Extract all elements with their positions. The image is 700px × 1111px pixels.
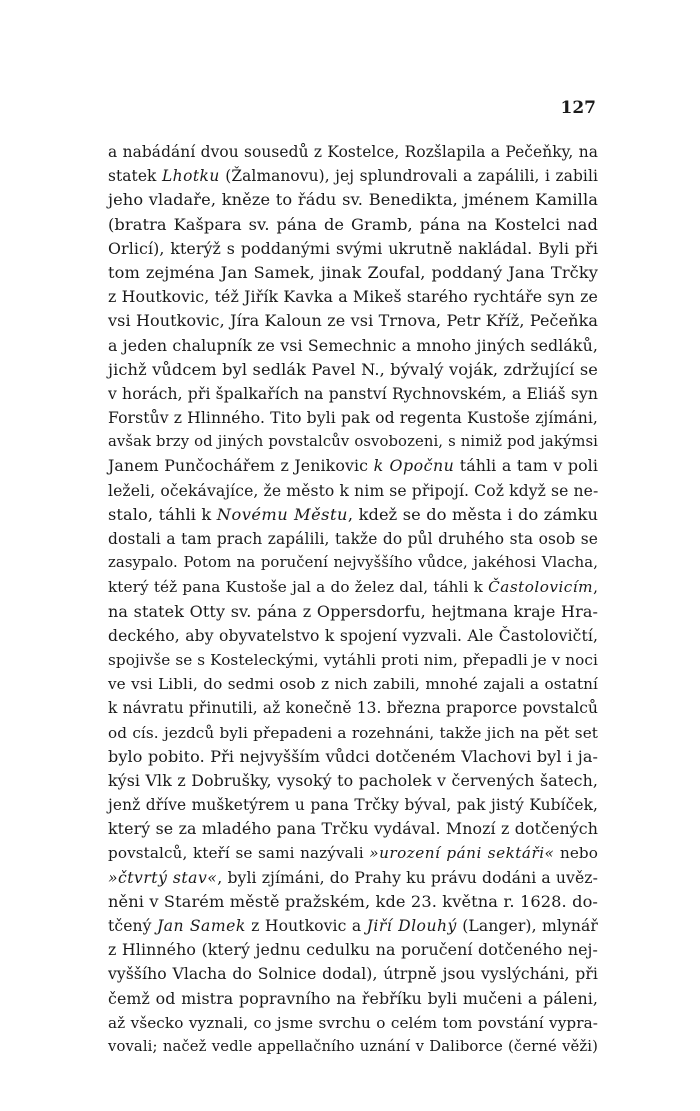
text-line	[108, 721, 598, 745]
text-line	[108, 696, 598, 720]
text-line	[108, 938, 598, 962]
text-run: leželi, očekávajíce, že město k nim se připojí. Což když se ne-	[108, 481, 599, 500]
text-run: vsi Houtkovic, Jíra Kaloun ze vsi Trnova, Petr Kříž, Pečeňka	[108, 311, 598, 331]
text-run: a nabádání dvou sousedů z Kostelce, Rozšlapila a Pečeňky, na	[108, 143, 598, 161]
text-run: k návratu přinutili, až konečně 13. března praporce povstalců	[108, 699, 598, 718]
text-line	[108, 1011, 598, 1035]
body-text	[108, 140, 598, 1059]
text-line	[108, 454, 598, 478]
text-run: z Houtkovic a	[245, 917, 367, 935]
text-run: nebo	[554, 844, 598, 863]
text-line	[108, 285, 598, 309]
emphasized-text: »čtvrtý stav«	[108, 868, 218, 887]
text-line	[108, 648, 598, 672]
text-line	[108, 430, 598, 454]
text-run: něni v Starém městě pražském, kde 23. května r. 1628. do-	[108, 891, 598, 911]
text-run: až všecko vyznali, co jsme svrchu o celém tom povstání vypra-	[108, 1013, 598, 1032]
text-run: ,	[593, 578, 598, 597]
text-run: tčený	[108, 917, 157, 935]
emphasized-text: Jiří Dlouhý	[366, 917, 457, 935]
text-line	[108, 987, 598, 1011]
text-run: stalo, táhli k	[108, 504, 217, 524]
text-run: Orlicí), kterýž s poddanými svými ukrutně nakládal. Byli při	[108, 238, 598, 258]
text-line	[108, 382, 598, 406]
text-run: (bratra Kašpara sv. pána de Gramb, pána na Kostelci nad	[108, 214, 598, 234]
text-line	[108, 914, 598, 938]
text-run: a jeden chalupník ze vsi Semechnic a mnoho jiných sedláků,	[108, 335, 598, 355]
text-line	[108, 213, 598, 237]
text-run: spojivše se s Kosteleckými, vytáhli proti nim, přepadli je v noci	[108, 650, 598, 669]
text-line	[108, 600, 598, 624]
text-line	[108, 672, 598, 696]
page-number: 127	[560, 98, 596, 118]
text-line	[108, 551, 598, 575]
text-run: vovali; načež vedle appellačního uznání v Daliborce (černé věži)	[108, 1037, 598, 1055]
text-line	[108, 841, 598, 865]
text-line	[108, 164, 598, 188]
text-run: který se za mladého pana Trčku vydával. Mnozí z dotčených	[108, 819, 598, 839]
text-line	[108, 334, 598, 358]
text-run: jeho vladaře, kněze to řádu sv. Benedikta, jménem Kamilla	[108, 190, 598, 210]
text-run: z Houtkovic, též Jiřík Kavka a Mikeš starého rychtáře syn ze	[108, 287, 598, 307]
text-line	[108, 817, 598, 841]
text-line	[108, 745, 598, 769]
text-run: v horách, při špalkařích na panství Rychnovském, a Eliáš syn	[108, 384, 598, 403]
text-line	[108, 140, 598, 164]
text-run: z Hlinného (který jednu cedulku na poručení dotčeného nej-	[108, 940, 598, 960]
text-line	[108, 188, 598, 212]
text-line	[108, 890, 598, 914]
text-run: jenž dříve mušketýrem u pana Trčky býval, pak jistý Kubíček,	[108, 796, 598, 815]
text-line	[108, 793, 598, 817]
text-run: tom zejména Jan Samek, jinak Zoufal, poddaný Jana Trčky	[108, 262, 598, 282]
text-line	[108, 769, 598, 793]
text-run: od cís. jezdců byli přepadeni a rozehnáni, takže jich na pět set	[108, 723, 598, 742]
text-run: zasypalo. Potom na poručení nejvyššího vůdce, jakéhosi Vlacha,	[108, 554, 598, 572]
emphasized-text: Lhotku	[161, 167, 220, 186]
text-line	[108, 261, 598, 285]
text-run: na statek Otty sv. pána z Oppersdorfu, hejtmana kraje Hra-	[108, 601, 598, 621]
text-run: bylo pobito. Při nejvyšším vůdci dotčeném Vlachovi byl i ja-	[108, 746, 598, 766]
text-line	[108, 624, 598, 648]
text-run: (Žalmanovu), jej splundrovali a zapálili, i zabili	[219, 167, 598, 186]
text-line	[108, 1035, 598, 1059]
text-run: ve vsi Libli, do sedmi osob z nich zabili, mnohé zajali a ostatní	[108, 675, 598, 694]
text-run: dostali a tam prach zapálili, takže do půl druhého sta osob se	[108, 530, 598, 548]
text-line	[108, 527, 598, 551]
text-run: avšak brzy od jiných povstalcův osvobozeni, s nimiž pod jakýmsi	[108, 433, 598, 451]
text-line	[108, 237, 598, 261]
text-line	[108, 575, 598, 599]
text-run: , kdež se do města i do zámku	[347, 504, 599, 524]
text-run: jichž vůdcem byl sedlák Pavel N., bývalý voják, zdržující se	[108, 359, 598, 379]
text-run: kýsi Vlk z Dobrušky, vysoký to pacholek v červených šatech,	[108, 770, 598, 790]
emphasized-text: Častolovicím	[488, 578, 594, 597]
emphasized-text: Novému Městu	[216, 504, 348, 524]
text-run: (Langer), mlynář	[456, 917, 598, 935]
text-run: čemž od mistra popravního na řebříku byli mučeni a páleni,	[108, 988, 598, 1008]
emphasized-text: k Opočnu	[373, 456, 455, 476]
emphasized-text: »urození páni sektáři«	[369, 844, 555, 863]
text-line	[108, 309, 598, 333]
text-line	[108, 866, 598, 890]
text-line	[108, 962, 598, 986]
text-run: deckého, aby obyvatelstvo k spojení vyzvali. Ale Častolovičtí,	[108, 626, 598, 645]
emphasized-text: Jan Samek	[156, 917, 246, 935]
text-line	[108, 406, 598, 430]
text-run: táhli a tam v poli	[454, 456, 598, 476]
text-run: , byli zjímáni, do Prahy ku právu dodáni a uvěz-	[217, 868, 598, 887]
text-run: vyššího Vlacha do Solnice dodal), útrpně jsou vyslýcháni, při	[108, 965, 598, 984]
text-line	[108, 479, 598, 503]
text-run: Forstův z Hlinného. Tito byli pak od regenta Kustoše zjímáni,	[108, 409, 598, 428]
text-run: který též pana Kustoše jal a do želez dal, táhli k	[108, 578, 489, 597]
text-run: Janem Punčochářem z Jenikovic	[108, 456, 374, 476]
text-run: statek	[108, 167, 162, 186]
text-run: povstalců, kteří se sami nazývali	[108, 844, 370, 863]
text-line	[108, 358, 598, 382]
text-line	[108, 503, 598, 527]
